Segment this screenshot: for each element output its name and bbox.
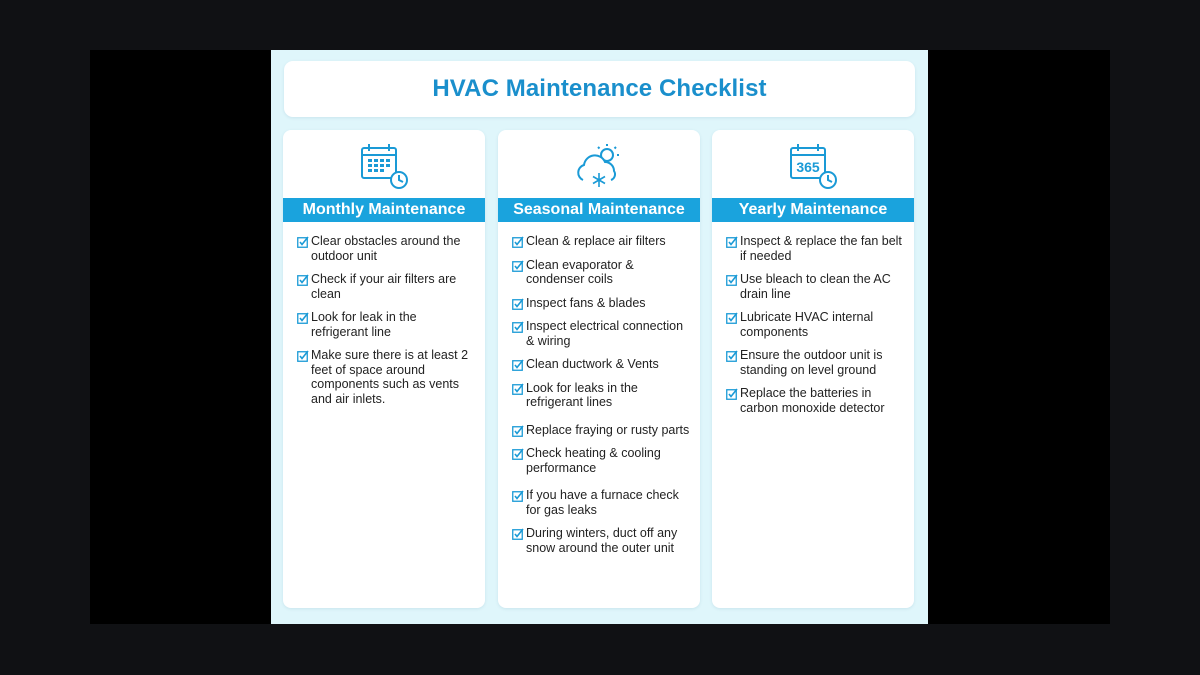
- checkbox-checked-icon: [512, 490, 524, 502]
- item-text: Inspect fans & blades: [526, 295, 646, 310]
- item-text: Check if your air filters are clean: [311, 272, 457, 301]
- checkbox-checked-icon: [726, 236, 738, 248]
- list-item: [297, 272, 477, 301]
- list-item: [297, 348, 477, 406]
- list-item: [512, 526, 692, 555]
- list-item: [512, 319, 692, 348]
- checkbox-checked-icon: [512, 383, 524, 395]
- item-text: Look for leak in the refrigerant line: [311, 310, 417, 339]
- checkbox-checked-icon: [726, 388, 738, 400]
- checkbox-checked-icon: [512, 359, 524, 371]
- item-text: Replace the batteries in carbon monoxide detector: [740, 386, 885, 415]
- list-item: [512, 446, 692, 475]
- checklist-poster: [271, 50, 928, 624]
- checkbox-checked-icon: [512, 425, 524, 437]
- seasonal-checklist: [512, 234, 692, 564]
- checkbox-checked-icon: [512, 298, 524, 310]
- yearly-checklist: [726, 234, 906, 424]
- checkbox-checked-icon: [726, 274, 738, 286]
- yearly-column: [712, 130, 914, 608]
- list-item: [726, 272, 906, 301]
- calendar-clock-icon: [283, 142, 485, 192]
- checkbox-checked-icon: [512, 528, 524, 540]
- list-item: [512, 381, 692, 410]
- checkbox-checked-icon: [297, 274, 309, 286]
- monthly-heading: Monthly Maintenance: [302, 201, 466, 218]
- item-text: Clear obstacles around the outdoor unit: [311, 234, 461, 263]
- yearly-heading-bar: [712, 198, 914, 222]
- seasonal-heading-bar: [498, 198, 700, 222]
- calendar-365-label: 365: [796, 159, 820, 175]
- monthly-checklist: [297, 234, 477, 415]
- list-item: [726, 310, 906, 339]
- checkbox-checked-icon: [726, 350, 738, 362]
- list-item: [726, 386, 906, 415]
- monthly-heading-bar: [283, 198, 485, 222]
- item-text: Check heating & cooling performance: [526, 446, 661, 475]
- checkbox-checked-icon: [512, 236, 524, 248]
- checkbox-checked-icon: [726, 312, 738, 324]
- list-item: [297, 310, 477, 339]
- item-text: Inspect & replace the fan belt if needed: [740, 234, 902, 263]
- item-text: Inspect electrical connection & wiring: [526, 319, 684, 348]
- list-item: [512, 357, 692, 372]
- checkbox-checked-icon: [512, 448, 524, 460]
- list-item: [297, 234, 477, 263]
- item-text: Clean & replace air filters: [526, 234, 666, 248]
- page-title: HVAC Maintenance Checklist: [432, 75, 767, 102]
- item-text: If you have a furnace check for gas leaks: [526, 488, 679, 517]
- list-item: [512, 258, 692, 287]
- seasonal-heading: Seasonal Maintenance: [513, 201, 685, 218]
- checkbox-checked-icon: [297, 312, 309, 324]
- item-text: During winters, duct off any snow around the outer unit: [526, 526, 678, 555]
- monthly-column: [283, 130, 485, 608]
- list-item: [512, 423, 692, 438]
- item-text: Use bleach to clean the AC drain line: [740, 272, 891, 301]
- checkbox-checked-icon: [297, 350, 309, 362]
- list-item: [726, 234, 906, 263]
- item-text: Make sure there is at least 2 feet of space around components such as vents and air inlets.: [311, 348, 469, 406]
- item-text: Clean evaporator & condenser coils: [526, 257, 634, 286]
- calendar-365-icon: [712, 142, 914, 192]
- item-text: Lubricate HVAC internal components: [740, 310, 874, 339]
- list-item: [512, 296, 692, 311]
- yearly-heading: Yearly Maintenance: [738, 201, 888, 218]
- checkbox-checked-icon: [512, 321, 524, 333]
- list-item: [512, 234, 692, 249]
- checkbox-checked-icon: [512, 260, 524, 272]
- list-item: [512, 488, 692, 517]
- list-item: [726, 348, 906, 377]
- weather-season-icon: [498, 142, 700, 192]
- title-card: [284, 61, 915, 117]
- item-text: Ensure the outdoor unit is standing on level ground: [740, 348, 883, 377]
- item-text: Replace fraying or rusty parts: [526, 422, 690, 437]
- item-text: Clean ductwork & Vents: [526, 357, 659, 371]
- item-text: Look for leaks in the refrigerant lines: [526, 380, 638, 409]
- seasonal-column: [498, 130, 700, 608]
- checkbox-checked-icon: [297, 236, 309, 248]
